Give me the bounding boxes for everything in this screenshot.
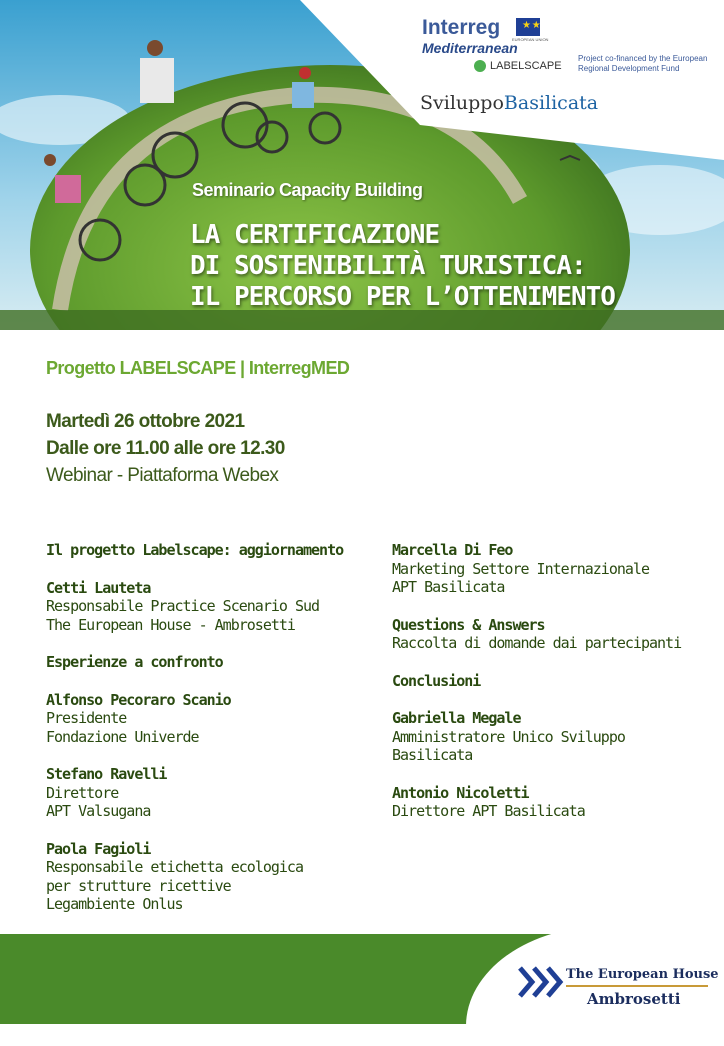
labelscape-label: LABELSCAPE: [490, 60, 562, 72]
section-heading: Questions & Answers: [392, 615, 545, 634]
speaker-name: Gabriella Megale: [392, 709, 521, 727]
title-line-1: LA CERTIFICAZIONE: [190, 220, 440, 250]
speaker-name: Cetti Lauteta: [46, 578, 151, 597]
speaker-role: Presidente: [46, 709, 127, 727]
program-right-column: [392, 541, 712, 821]
eu-flag-icon: ★ ★: [516, 18, 540, 36]
speaker-name: Marcella Di Feo: [392, 541, 513, 559]
sviluppo-part2: Basilicata: [503, 92, 599, 114]
speaker-role: Marketing Settore Internazionale: [392, 559, 649, 578]
seminar-label: Seminario Capacity Building: [192, 180, 423, 200]
labelscape-icon: [474, 60, 486, 72]
speaker-role: Direttore APT Basilicata: [392, 802, 585, 820]
speaker-role: Responsabile etichetta ecologica: [46, 858, 303, 876]
speaker-name: Alfonso Pecoraro Scanio: [46, 690, 231, 709]
speaker-role: per strutture ricettive: [46, 876, 231, 895]
speaker-role: Fondazione Univerde: [46, 727, 199, 746]
section-subtitle: Raccolta di domande dai partecipanti: [392, 634, 682, 652]
hero-banner: [0, 0, 724, 330]
teha-name-line2: Ambrosetti: [587, 990, 681, 1008]
sviluppo-part1: Sviluppo: [420, 92, 504, 114]
section-heading: Il progetto Labelscape: aggiornamento: [46, 541, 344, 559]
program-left-column: [46, 541, 386, 914]
teha-name-line1: The European House: [566, 967, 719, 982]
eu-flag-caption: EUROPEAN UNION: [512, 37, 549, 42]
event-details: [46, 408, 285, 489]
event-date: Martedì 26 ottobre 2021: [46, 411, 245, 432]
speaker-name: Stefano Ravelli: [46, 765, 167, 783]
speaker-role: Responsabile Practice Scenario Sud: [46, 597, 320, 615]
event-time: Dalle ore 11.00 alle ore 12.30: [46, 438, 285, 459]
speaker-name: Paola Fagioli: [46, 839, 151, 858]
project-label: Progetto LABELSCAPE | InterregMED: [46, 358, 350, 378]
section-heading: Esperienze a confronto: [46, 653, 223, 671]
title-line-2: DI SOSTENIBILITÀ TURISTICA:: [190, 251, 586, 281]
speaker-role: Amministratore Unico Sviluppo Basilicata: [392, 727, 625, 764]
event-title: [190, 220, 615, 313]
cofinanced-note: Project co-financed by the European Regional Development Fund: [578, 54, 708, 73]
speaker-role: Legambiente Onlus: [46, 895, 183, 913]
teha-divider: [566, 985, 708, 987]
speaker-role: APT Valsugana: [46, 802, 151, 820]
title-line-3: IL PERCORSO PER L’OTTENIMENTO: [190, 282, 615, 312]
teha-logo-icon: [516, 962, 564, 1004]
event-place: Webinar - Piattaforma Webex: [46, 465, 279, 486]
interreg-logo: Interreg: [422, 16, 501, 39]
sviluppo-basilicata-logo: [420, 92, 598, 114]
speaker-role: The European House - Ambrosetti: [46, 615, 295, 634]
section-heading: Conclusioni: [392, 671, 481, 690]
mediterranean-label: Mediterranean: [422, 40, 518, 56]
speaker-role: APT Basilicata: [392, 578, 505, 596]
speaker-role: Direttore: [46, 783, 119, 802]
speaker-name: Antonio Nicoletti: [392, 783, 529, 802]
